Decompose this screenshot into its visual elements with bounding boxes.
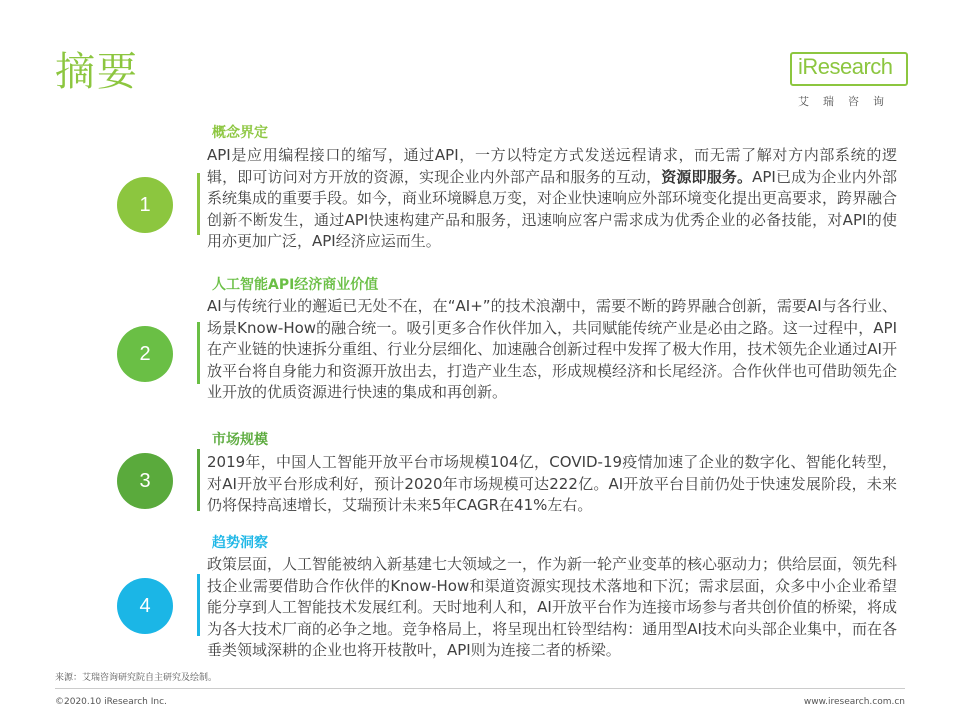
- section-number-badge: 3: [117, 453, 173, 509]
- page-title: 摘要: [55, 49, 139, 95]
- footer-divider: [55, 688, 905, 689]
- section-number-badge: 2: [117, 326, 173, 382]
- section-title: 趋势洞察: [212, 535, 268, 551]
- section-title: 概念界定: [212, 125, 268, 141]
- copyright: ©2020.10 iResearch Inc.: [55, 697, 167, 707]
- section-accent-bar: [197, 322, 200, 384]
- section-body: 政策层面，人工智能被纳入新基建七大领域之一，作为新一轮产业变革的核心驱动力；供给层面，领先科技企业需要借助合作伙伴的Know-How和渠道资源实现技术落地和下沉；需求层面，众多中小企业希望能分享到人工智能技术发展红利。天时地利人和，AI开放平台作为连接市场参与者共创价值的桥梁，将成为各大技术厂商的必争之地。竞争格局上，将呈现出杠铃型结构：通用型AI技术向头部企业集中，而在各垂类领域深耕的企业也将开枝散叶，API则为连接二者的桥梁。: [207, 555, 898, 660]
- section-body: [207, 145, 897, 253]
- section-body-emphasis: 资源即服务。: [661, 167, 753, 186]
- section-title: 市场规模: [212, 432, 268, 448]
- section-number-badge: 4: [117, 578, 173, 634]
- logo-text: iResearch: [798, 54, 893, 79]
- iresearch-logo: [790, 52, 920, 112]
- source-note: 来源：艾瑞咨询研究院自主研究及绘制。: [55, 673, 218, 683]
- logo-subtitle: 艾瑞咨询: [798, 95, 898, 108]
- section-body: AI与传统行业的邂逅已无处不在，在“AI+”的技术浪潮中，需要不断的跨界融合创新，需要AI与各行业、场景Know-How的融合统一。吸引更多合作伙伴加入，共同赋能传统产业是必由之路。这一过程中，API在产业链的快速拆分重组、行业分层细化、加速融合创新过程中发挥了极大作用，技术领先企业通过AI开放平台将自身能力和资源开放出去，打造产业生态，形成规模经济和长尾经济。合作伙伴也可借助领先企业开放的优质资源进行快速的集成和再创新。: [207, 297, 898, 402]
- section-accent-bar: [197, 449, 200, 511]
- section-accent-bar: [197, 173, 200, 235]
- website-link[interactable]: www.iresearch.com.cn: [803, 697, 905, 707]
- section-accent-bar: [197, 574, 200, 636]
- section-body-text: API已成为企业内外部系统集成的重要手段。如今，商业环境瞬息万变，对企业快速响应外部环境变化提出更高要求，跨界融合创新不断发生，通过API快速构建产品和服务，迅速响应客户需求成为优秀企业的必备技能，对API的使用亦更加广泛，API经济应运而生。: [207, 167, 898, 251]
- section-title: 人工智能API经济商业价值: [212, 277, 379, 293]
- section-body-text: API是应用编程接口的缩写，通过API，一方以特定方式发送远程请求，而无需了解对方内部系统的逻辑，即可访问对方开放的资源，实现企业内外部产品和服务的互动，: [207, 146, 897, 186]
- section-number-badge: 1: [117, 177, 173, 233]
- section-body: 2019年，中国人工智能开放平台市场规模104亿，COVID-19疫情加速了企业的数字化、智能化转型，对AI开放平台形成利好，预计2020年市场规模可达222亿。AI开放平台目前仍处于快速发展阶段，未来仍将保持高速增长，艾瑞预计未来5年CAGR在41%左右。: [207, 453, 897, 515]
